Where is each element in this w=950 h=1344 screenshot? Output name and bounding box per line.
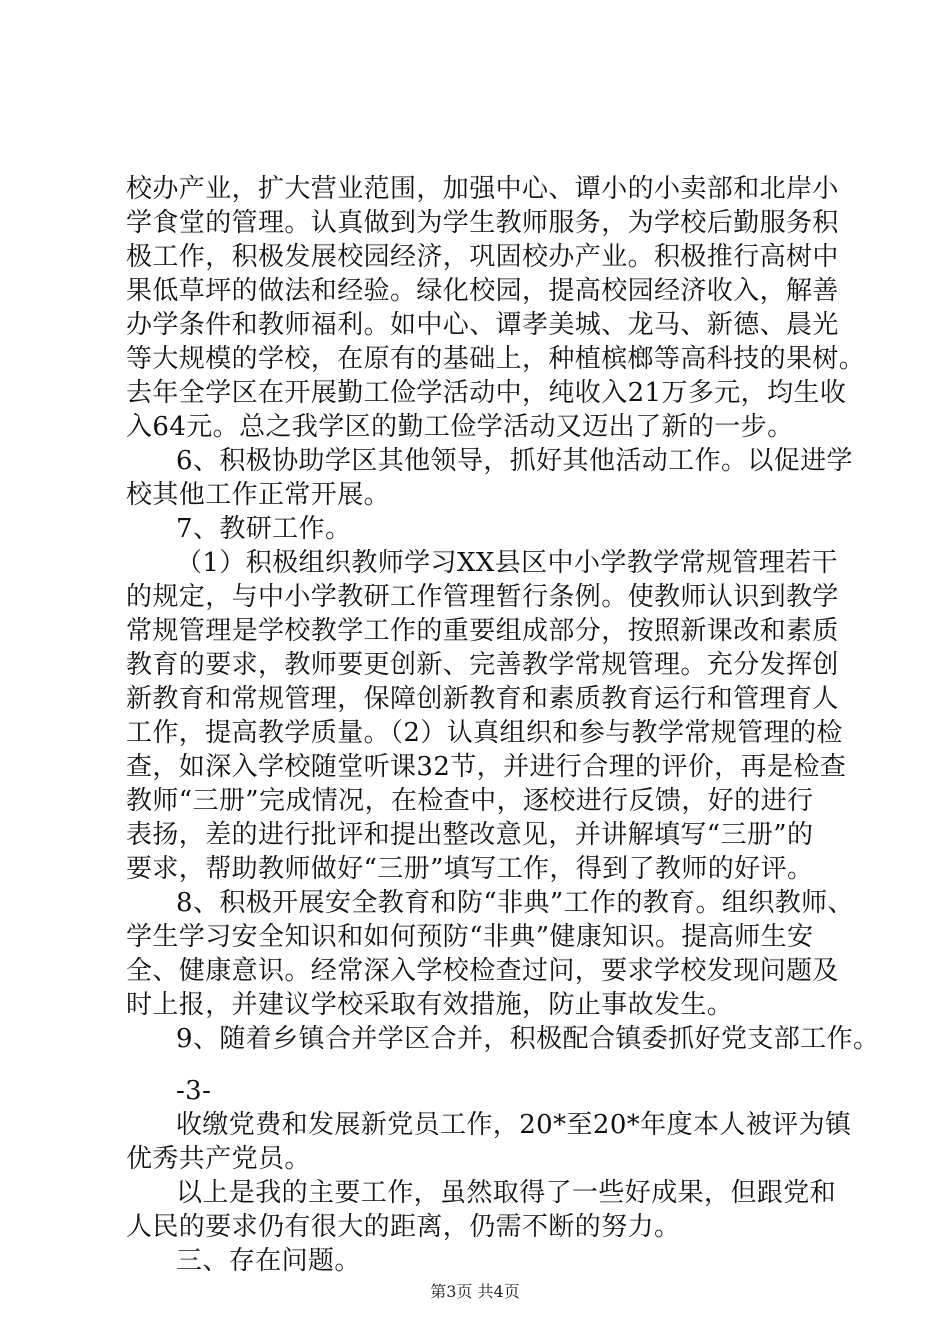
- body-line: 等大规模的学校，在原有的基础上，种植槟榔等高科技的果树。: [126, 344, 866, 374]
- body-line: 查，如深入学校随堂听课32节，并进行合理的评价，再是检查: [126, 752, 847, 782]
- body-line: 新教育和常规管理，保障创新教育和素质教育运行和管理育人: [126, 684, 839, 714]
- body-line: 校办产业，扩大营业范围，加强中心、谭小的小卖部和北岸小: [126, 174, 839, 204]
- body-line: 工作，提高教学质量。（2）认真组织和参与教学常规管理的检: [126, 718, 843, 748]
- body-line: 要求，帮助教师做好“三册”填写工作，得到了教师的好评。: [126, 854, 814, 884]
- body-line: 教师“三册”完成情况，在检查中，逐校进行反馈，好的进行: [126, 786, 814, 816]
- paragraph-line: 以上是我的主要工作，虽然取得了一些好成果，但跟党和: [176, 1178, 837, 1208]
- paragraph-line: （1）积极组织教师学习XX县区中小学教学常规管理若干: [176, 548, 838, 578]
- body-line: 优秀共产党员。: [126, 1144, 311, 1174]
- body-line: 时上报，并建议学校采取有效措施，防止事故发生。: [126, 990, 734, 1020]
- body-line: 的规定，与中小学教研工作管理暂行条例。使教师认识到教学: [126, 582, 839, 612]
- body-line: 学生学习安全知识和如何预防“非典”健康知识。提高师生安: [126, 922, 814, 952]
- paragraph-line: 收缴党费和发展新党员工作，20*至20*年度本人被评为镇: [176, 1110, 852, 1140]
- body-line: 全、健康意识。经常深入学校检查过问，要求学校发现问题及: [126, 956, 839, 986]
- body-line: 入64元。总之我学区的勤工俭学活动又迈出了新的一步。: [126, 412, 794, 442]
- body-line: 办学条件和教师福利。如中心、谭孝美城、龙马、新德、晨光: [126, 310, 839, 340]
- body-line: 极工作，积极发展校园经济，巩固校办产业。积极推行高树中: [126, 242, 839, 272]
- paragraph-line: 6、积极协助学区其他领导，抓好其他活动工作。以促进学: [176, 446, 853, 476]
- section-heading: 7、教研工作。: [176, 514, 352, 544]
- paragraph-line: 9、随着乡镇合并学区合并，积极配合镇委抓好党支部工作。: [176, 1024, 880, 1054]
- body-line: 去年全学区在开展勤工俭学活动中，纯收入21万多元，均生收: [126, 378, 847, 408]
- body-line: 教育的要求，教师要更创新、完善教学常规管理。充分发挥创: [126, 650, 839, 680]
- body-line: 表扬，差的进行批评和提出整改意见，并讲解填写“三册”的: [126, 820, 814, 850]
- page-marker: -3-: [176, 1076, 212, 1106]
- body-line: 学食堂的管理。认真做到为学生教师服务，为学校后勤服务积: [126, 208, 839, 238]
- section-heading: 三、存在问题。: [176, 1246, 361, 1276]
- body-line: 果低草坪的做法和经验。绿化校园，提高校园经济收入，解善: [126, 276, 839, 306]
- page-number-footer: 第3页 共4页: [430, 1282, 520, 1301]
- body-line: 人民的要求仍有很大的距离，仍需不断的努力。: [126, 1212, 681, 1242]
- body-line: 校其他工作正常开展。: [126, 480, 391, 510]
- body-line: 常规管理是学校教学工作的重要组成部分，按照新课改和素质: [126, 616, 839, 646]
- paragraph-line: 8、积极开展安全教育和防“非典”工作的教育。组织教师、: [176, 888, 854, 918]
